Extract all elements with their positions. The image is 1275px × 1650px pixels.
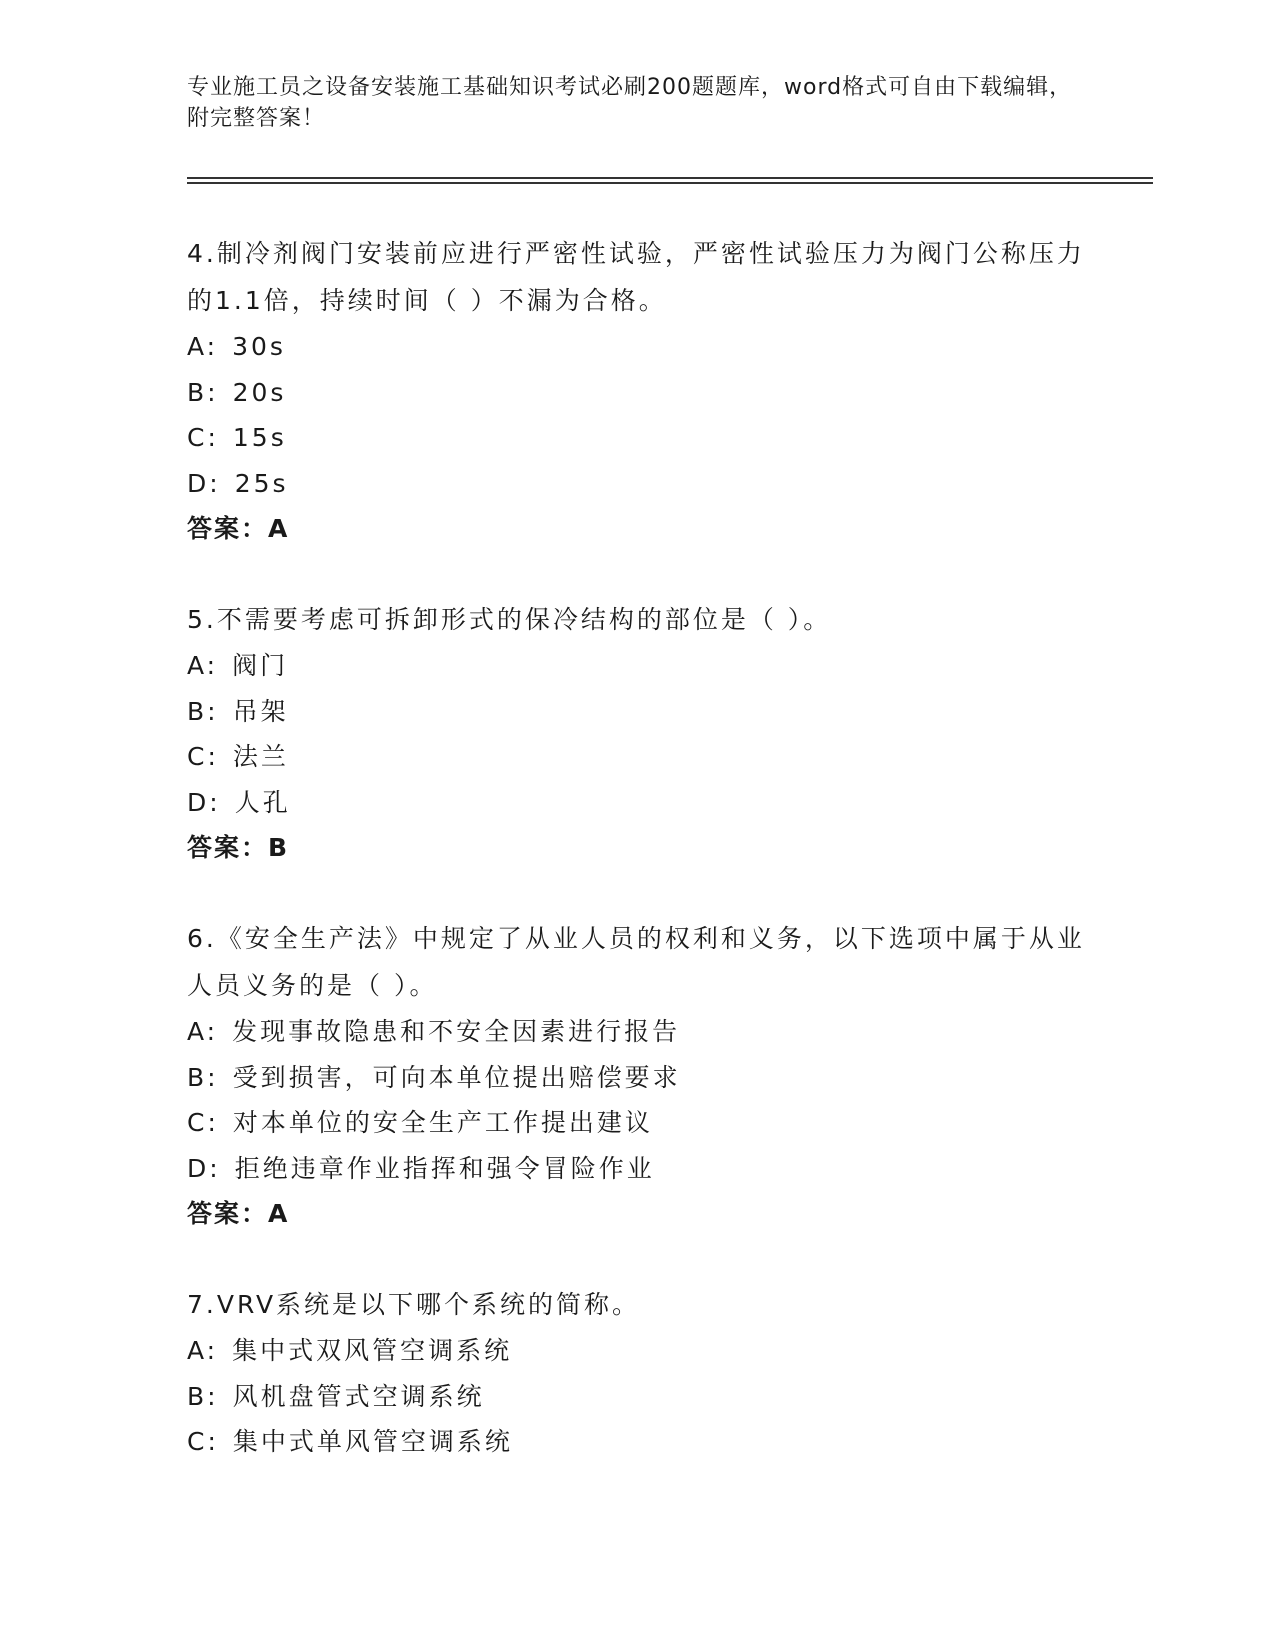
answer-line: 答案：A — [187, 1199, 290, 1228]
question-text: 7.VRV系统是以下哪个系统的简称。 — [187, 1290, 641, 1319]
option-letter: A: — [187, 651, 219, 680]
option-letter: A: — [187, 1017, 219, 1046]
question-7 — [187, 1281, 1087, 1465]
option-letter: B: — [187, 696, 219, 726]
option-text: 20s — [232, 377, 287, 407]
option-a — [187, 324, 1087, 370]
option-text: 30s — [232, 332, 286, 361]
header-divider-bottom — [187, 182, 1153, 184]
option-text: 吊架 — [232, 696, 289, 726]
question-text: 6.《安全生产法》中规定了从业人员的权利和义务，以下选项中属于从业人员义务的是（ ）。 — [187, 924, 1085, 1000]
question-text: 5.不需要考虑可拆卸形式的保冷结构的部位是（ ）。 — [187, 605, 832, 634]
option-a — [187, 1009, 1087, 1055]
option-letter: A: — [187, 332, 219, 361]
question-6 — [187, 915, 1087, 1237]
option-letter: B: — [187, 377, 219, 407]
option-c — [187, 415, 1087, 461]
option-text: 15s — [232, 423, 287, 452]
answer-line: 答案：A — [187, 514, 290, 543]
option-b — [187, 689, 1087, 735]
option-letter: D: — [187, 468, 221, 498]
question-text: 4.制冷剂阀门安装前应进行严密性试验，严密性试验压力为阀门公称压力的1.1倍，持续时间（ ）不漏为合格。 — [187, 239, 1085, 315]
option-letter: C: — [187, 742, 219, 771]
option-letter: D: — [187, 1153, 221, 1183]
option-text: 人孔 — [234, 787, 291, 817]
option-d — [187, 461, 1087, 507]
option-text: 集中式双风管空调系统 — [232, 1336, 513, 1365]
option-letter: D: — [187, 787, 221, 817]
option-text: 法兰 — [232, 742, 289, 771]
option-a — [187, 643, 1087, 689]
option-letter: C: — [187, 423, 219, 452]
question-list — [187, 230, 1087, 1509]
option-letter: C: — [187, 1108, 219, 1137]
option-text: 拒绝违章作业指挥和强令冒险作业 — [234, 1153, 655, 1183]
option-text: 受到损害，可向本单位提出赔偿要求 — [232, 1062, 681, 1092]
answer-line: 答案：B — [187, 833, 290, 862]
option-text: 对本单位的安全生产工作提出建议 — [232, 1108, 653, 1137]
option-b — [187, 1374, 1087, 1420]
option-text: 集中式单风管空调系统 — [232, 1427, 513, 1456]
option-letter: C: — [187, 1427, 219, 1456]
option-c — [187, 1419, 1087, 1465]
document-title: 专业施工员之设备安装施工基础知识考试必刷200题题库，word格式可自由下载编辑，附完整答案！ — [187, 75, 1073, 131]
option-letter: B: — [187, 1381, 219, 1411]
option-d — [187, 1146, 1087, 1192]
question-5 — [187, 596, 1087, 871]
option-c — [187, 734, 1087, 780]
option-d — [187, 780, 1087, 826]
option-text: 发现事故隐患和不安全因素进行报告 — [232, 1017, 681, 1046]
option-text: 阀门 — [232, 651, 289, 680]
option-letter: B: — [187, 1062, 219, 1092]
option-text: 风机盘管式空调系统 — [232, 1381, 485, 1411]
option-a — [187, 1328, 1087, 1374]
option-letter: A: — [187, 1336, 219, 1365]
option-text: 25s — [234, 468, 289, 498]
question-4 — [187, 230, 1087, 552]
option-b — [187, 1055, 1087, 1101]
option-c — [187, 1100, 1087, 1146]
option-b — [187, 370, 1087, 416]
header-divider-top — [187, 177, 1153, 179]
